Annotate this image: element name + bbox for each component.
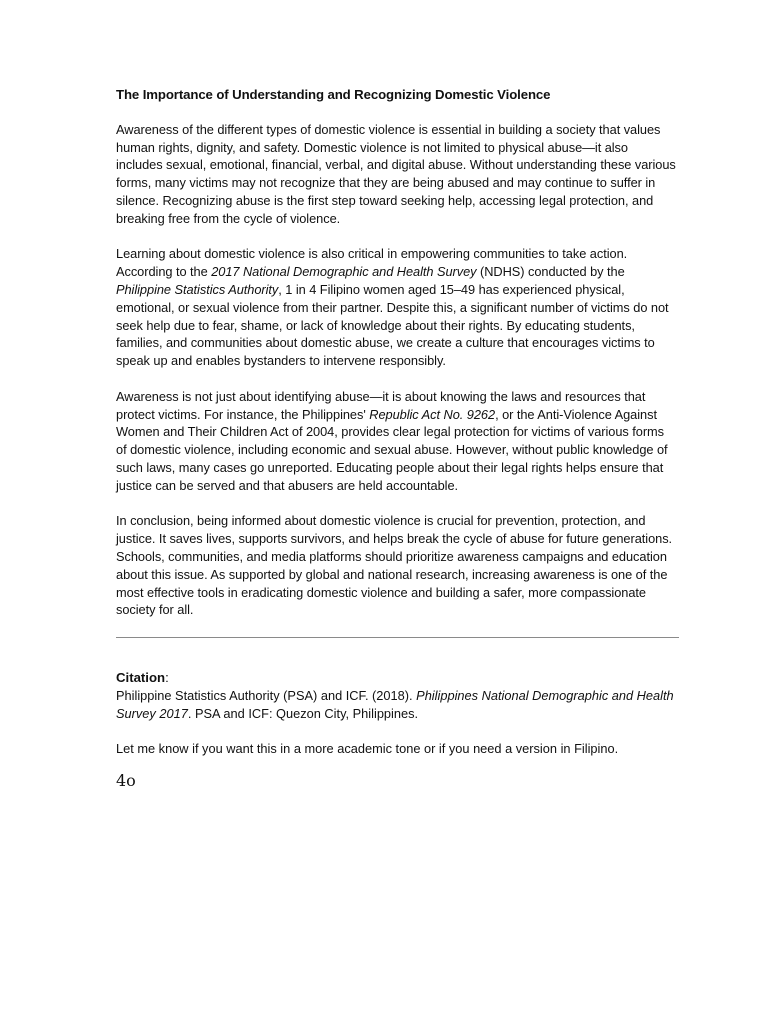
text-run: . PSA and ICF: Quezon City, Philippines. (187, 705, 419, 721)
italic-text: Philippine Statistics Authority (116, 281, 279, 297)
italic-text: Philippines National Demographic and Health Survey 2017 (116, 687, 674, 721)
text-run: Learning about domestic violence is also critical in empowering communities to take action. According to the (116, 246, 628, 280)
text-run: , 1 in 4 Filipino women aged 15–49 has experienced physical, emotional, or sexual violence from their partner. Despite this, a significant number of victims do not seek help due to fear, shame, or lack of knowledge about their rights. By educating students, families, and communities about domestic abuse, we create a culture that encourages victims to speak up and enables bystanders to intervene responsibly. (116, 281, 669, 369)
closing-note: Let me know if you want this in a more academic tone or if you need a version in Filipino. (116, 741, 619, 757)
text-run: (NDHS) conducted by the (476, 264, 625, 280)
horizontal-divider (116, 637, 679, 638)
body-paragraph (116, 245, 676, 370)
body-paragraph (116, 121, 676, 228)
citation-heading (116, 669, 676, 687)
text-run: Philippine Statistics Authority (PSA) and ICF. (2018). (116, 687, 417, 703)
document-page (116, 86, 676, 791)
body-paragraph (116, 512, 676, 619)
italic-text: Republic Act No. 9262 (369, 406, 496, 422)
body-paragraph (116, 388, 676, 495)
document-title: The Importance of Understanding and Recognizing Domestic Violence (116, 87, 551, 102)
citation-heading-label: Citation (116, 669, 166, 685)
text-run: Awareness is not just about identifying abuse—it is about knowing the laws and resources that protect victims. For instance, the Philippines' (116, 388, 646, 422)
model-label: 4o (116, 770, 136, 790)
citation-heading-colon: : (165, 669, 169, 685)
text-run: , or the Anti-Violence Against Women and Their Children Act of 2004, provides clear legal protection for victims of various forms of domestic violence, including economic and sexual abuse. However, without public knowledge of such laws, many cases go unreported. Educating people about their legal rights helps ensure that justice can be served and that abusers are held accountable. (116, 406, 668, 493)
document-body (116, 121, 676, 619)
text-run: In conclusion, being informed about domestic violence is crucial for prevention, protection, and justice. It saves lives, supports survivors, and helps break the cycle of abuse for future generations. Schools, communities, and media platforms should prioritize awareness campaigns and education about this issue. As supported by global and national research, increasing awareness is one of the most effective tools in eradicating domestic violence and building a safer, more compassionate society for all. (116, 513, 673, 618)
text-run: Awareness of the different types of domestic violence is essential in building a society that values human rights, dignity, and safety. Domestic violence is not limited to physical abuse—it also includes sexual, emotional, financial, verbal, and digital abuse. Without understanding these various forms, many victims may not recognize that they are being abused and may continue to suffer in silence. Recognizing abuse is the first step toward seeking help, accessing legal protection, and breaking free from the cycle of violence. (116, 121, 676, 226)
italic-text: 2017 National Demographic and Health Survey (211, 264, 477, 280)
citation-reference (116, 687, 676, 723)
